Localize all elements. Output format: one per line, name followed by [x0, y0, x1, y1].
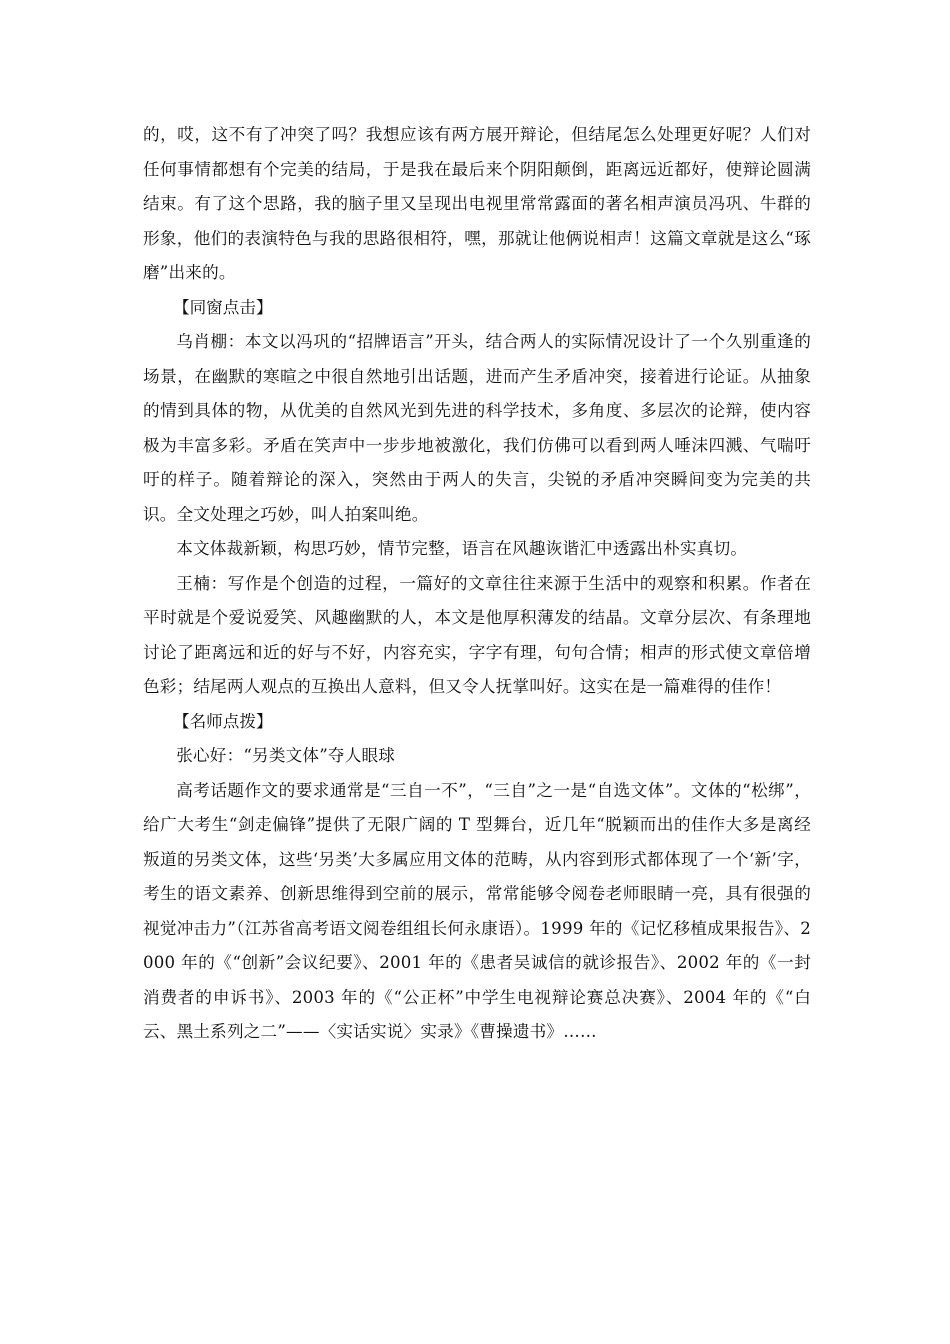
paragraph-teacher-title: 张心好：“另类文体”夺人眼球	[176, 746, 396, 765]
paragraph-comment-wu: 乌肖棚：本文以冯巩的“招牌语言”开头，结合两人的实际情况设计了一个久别重逢的场景，在幽默的寒暄之中很自然地引出话题，进而产生矛盾冲突，接着进行论证。从抽象的情到具体的物，从优美的自然风光到先进的科学技术，多角度、多层次的论辩，使内容极为丰富多彩。矛盾在笑声中一步步地被激化，我们仿佛可以看到两人唾沫四溅、气喘吁吁的样子。随着辩论的深入，突然由于两人的失言，尖锐的矛盾冲突瞬间变为完美的共识。全文处理之巧妙，叫人拍案叫绝。	[143, 332, 811, 524]
paragraph-comment-summary: 本文体裁新颖，构思巧妙，情节完整，语言在风趣诙谐汇中透露出朴实真切。	[176, 539, 748, 558]
paragraph-teacher-body: 高考话题作文的要求通常是“三自一不”，“三自”之一是“自选文体”。文体的“松绑”，给广大考生“剑走偏锋”提供了无限广阔的 T 型舞台，近几年“脱颖而出的佳作大多是离经叛道的另类文体，这些‘另类’大多属应用文体的范畴，从内容到形式都体现了一个‘新’字，考生的语文素养、创新思维得到空前的展示，常常能够令阅卷老师眼睛一亮，具有很强的视觉冲击力”（江苏省高考语文阅卷组组长何永康语）。1999 年的《记忆移植成果报告》、2000 年的《“创新”会议纪要》、2001 年的《患者吴诚信的就诊报告》、2002 年的《一封消费者的申诉书》、2003 年的《“公正杯”中学生电视辩论赛总决赛》、2004 年的《“白云、黑土系列之二”——〈实话实说〉实录》《曹操遗书》……	[143, 780, 811, 1041]
paragraph-comment-wang: 王楠：写作是个创造的过程，一篇好的文章往往来源于生活中的观察和积累。作者在平时就是个爱说爱笑、风趣幽默的人，本文是他厚积薄发的结晶。文章分层次、有条理地讨论了距离远和近的好与不好，内容充实，字字有理，句句合情；相声的形式使文章倍增色彩；结尾两人观点的互换出人意料，但又令人抚掌叫好。这实在是一篇难得的佳作！	[143, 573, 811, 696]
section-heading-classmate-comments: 【同窗点击】	[173, 297, 273, 317]
document-body	[143, 118, 811, 1050]
section-heading-teacher-guidance: 【名师点拨】	[173, 711, 273, 731]
paragraph-intro-continuation: 的，哎，这不有了冲突了吗？我想应该有两方展开辩论，但结尾怎么处理更好呢？人们对任何事情都想有个完美的结局，于是我在最后来个阴阳颠倒，距离远近都好，使辩论圆满结束。有了这个思路，我的脑子里又呈现出电视里常常露面的著名相声演员冯巩、牛群的形象，他们的表演特色与我的思路很相符，嘿，那就让他俩说相声！这篇文章就是这么“琢磨”出来的。	[143, 125, 811, 282]
